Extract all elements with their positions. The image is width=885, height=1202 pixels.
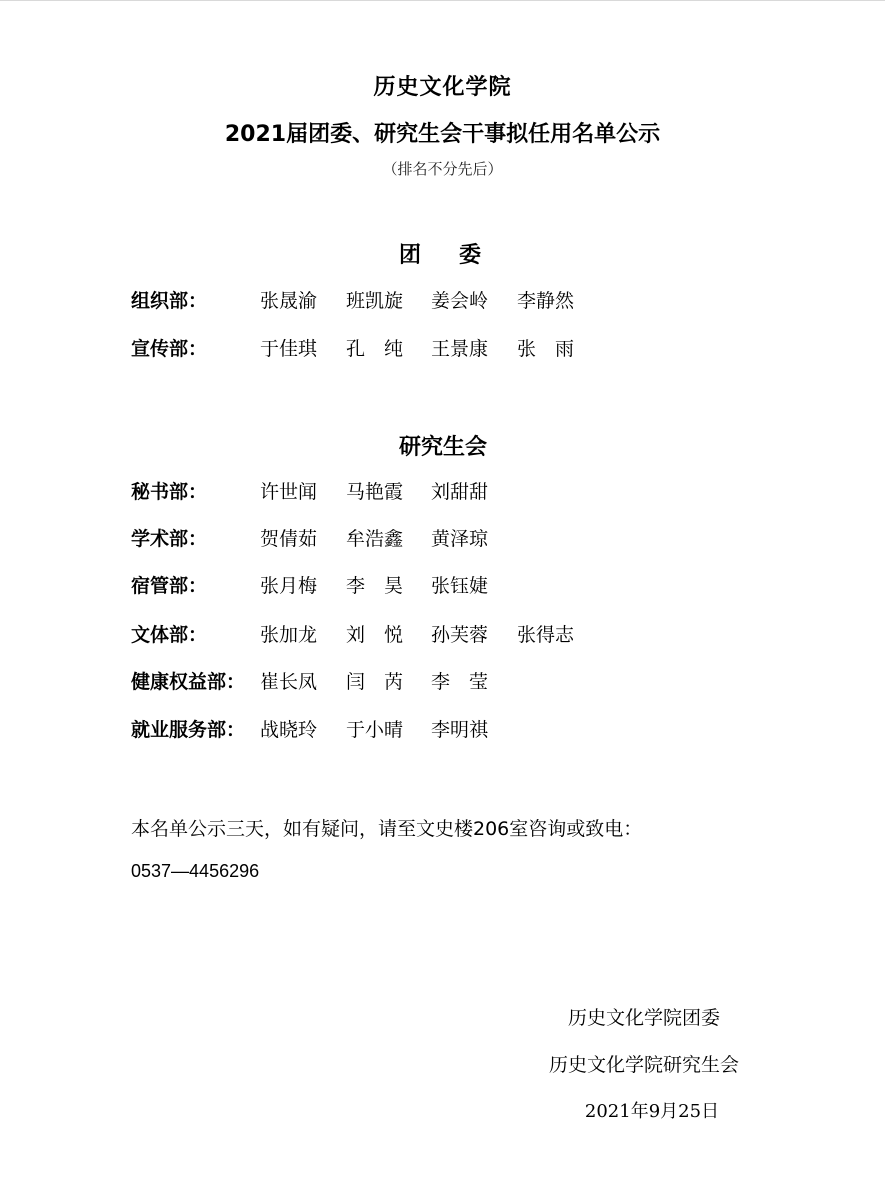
member-name: 许世闻 (260, 481, 318, 503)
member-name: 刘 悦 (346, 624, 404, 646)
member-name: 贺倩茹 (260, 528, 318, 550)
notice-text: 本名单公示三天，如有疑问，请至文史楼206室咨询或致电： (131, 818, 643, 840)
member-name: 张月梅 (260, 575, 318, 597)
member-name: 马艳霞 (346, 481, 404, 503)
contact-phone: 0537—4456296 (131, 861, 260, 881)
section-heading-yanjiushenghui: 研究生会 (399, 435, 488, 460)
ranking-note: （排名不分先后） (382, 160, 503, 178)
signature-date: 2021年9月25日 (584, 1101, 720, 1122)
member-name: 闫 芮 (346, 671, 404, 693)
member-name: 战晓玲 (260, 719, 318, 741)
member-name: 李明祺 (431, 719, 489, 741)
dept-label: 健康权益部： (131, 671, 246, 693)
signature-org-yanjiushenghui: 历史文化学院研究生会 (548, 1054, 739, 1076)
dept-label: 组织部： (131, 290, 208, 312)
signature-org-tuanwei: 历史文化学院团委 (567, 1007, 720, 1029)
member-name: 李 昊 (346, 575, 404, 597)
section-heading-tuanwei: 团委 (399, 243, 520, 268)
member-name: 李静然 (517, 290, 575, 312)
dept-label: 宣传部： (131, 338, 208, 360)
member-name: 姜会岭 (431, 290, 489, 312)
page-subtitle: 2021届团委、研究生会干事拟任用名单公示 (224, 122, 661, 147)
member-name: 于佳琪 (260, 338, 318, 360)
member-name: 于小晴 (346, 719, 404, 741)
dept-label: 文体部： (131, 624, 208, 646)
top-border (0, 0, 885, 1)
member-name: 牟浩鑫 (346, 528, 404, 550)
member-name: 崔长凤 (260, 671, 318, 693)
member-name: 孔 纯 (346, 338, 404, 360)
member-name: 张晟渝 (260, 290, 318, 312)
member-name: 班凯旋 (346, 290, 404, 312)
member-name: 刘甜甜 (431, 481, 489, 503)
member-name: 孙芙蓉 (431, 624, 489, 646)
member-name: 李 莹 (431, 671, 489, 693)
member-name: 王景康 (431, 338, 489, 360)
dept-label: 秘书部： (131, 481, 208, 503)
member-name: 张钰婕 (431, 575, 489, 597)
dept-label: 宿管部： (131, 575, 208, 597)
dept-label: 就业服务部： (131, 719, 246, 741)
member-name: 张得志 (517, 624, 575, 646)
member-name: 张加龙 (260, 624, 318, 646)
member-name: 黄泽琼 (431, 528, 489, 550)
dept-label: 学术部： (131, 528, 208, 550)
page-title: 历史文化学院 (373, 75, 512, 100)
member-name: 张 雨 (517, 338, 575, 360)
